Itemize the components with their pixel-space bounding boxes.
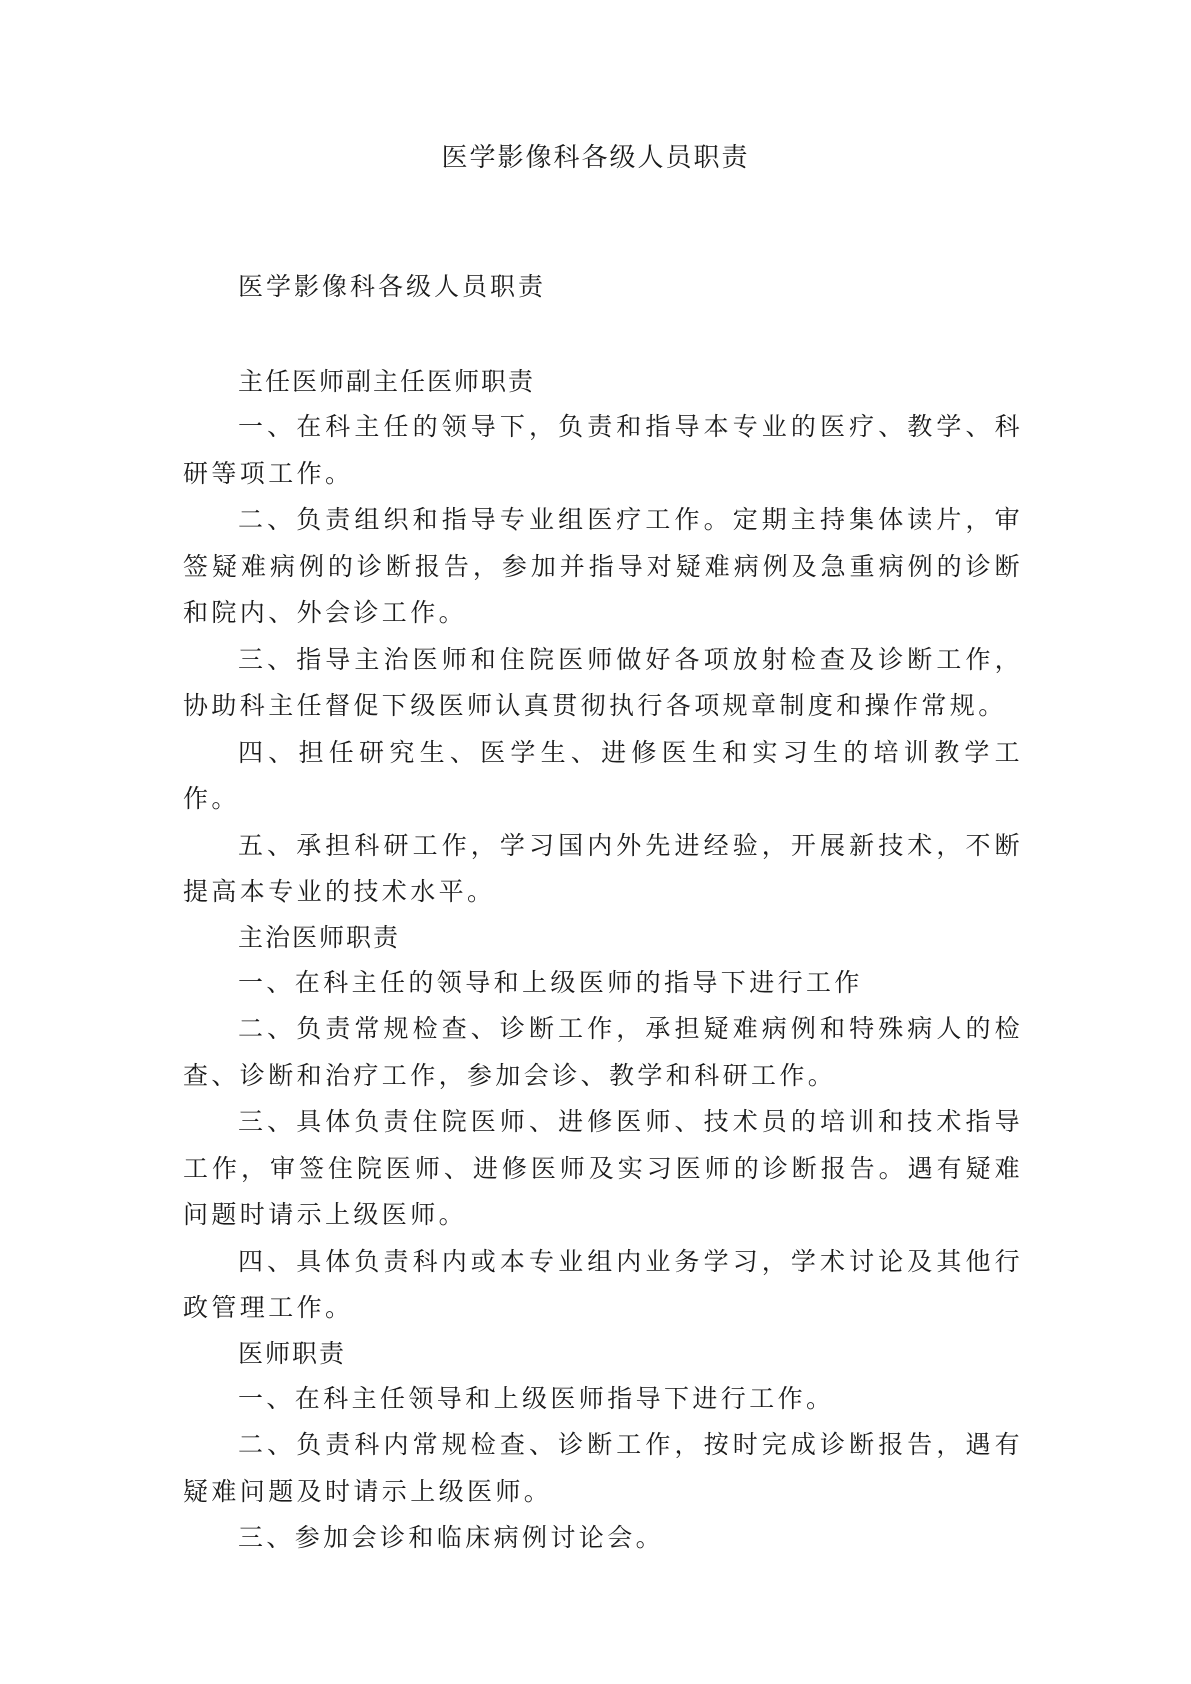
duty-item: 二、负责科内常规检查、诊断工作，按时完成诊断报告，遇有疑难问题及时请示上级医师。	[183, 1430, 1023, 1506]
duty-item: 四、担任研究生、医学生、进修医生和实习生的培训教学工作。	[183, 737, 1023, 813]
section-heading: 主治医师职责	[238, 922, 401, 952]
duty-item: 三、指导主治医师和住院医师做好各项放射检查及诊断工作，协助科主任督促下级医师认真贯彻执行各项规章制度和操作常规。	[183, 644, 1023, 720]
section-heading: 医师职责	[238, 1338, 347, 1368]
document-subtitle: 医学影像科各级人员职责	[238, 272, 547, 301]
section-attending-physician	[183, 916, 1023, 1332]
document-title: 医学影像科各级人员职责	[441, 143, 750, 173]
duty-item: 三、参加会诊和临床病例讨论会。	[238, 1523, 665, 1552]
section-heading: 主任医师副主任医师职责	[238, 367, 536, 396]
duty-item: 四、具体负责科内或本专业组内业务学习，学术讨论及其他行政管理工作。	[183, 1246, 1023, 1322]
document-body	[183, 266, 1023, 1562]
duty-item: 三、具体负责住院医师、进修医师、技术员的培训和技术指导工作，审签住院医师、进修医师及实习医师的诊断报告。遇有疑难问题时请示上级医师。	[183, 1107, 1023, 1229]
duty-item: 一、在科主任的领导和上级医师的指导下进行工作	[238, 967, 863, 997]
section-physician	[183, 1332, 1023, 1562]
duty-item: 一、在科主任领导和上级医师指导下进行工作。	[238, 1383, 835, 1413]
section-chief-physician	[183, 360, 1023, 916]
duty-item: 五、承担科研工作，学习国内外先进经验，开展新技术，不断提高本专业的技术水平。	[183, 830, 1023, 906]
duty-item: 一、在科主任的领导下，负责和指导本专业的医疗、教学、科研等项工作。	[183, 412, 1023, 488]
duty-item: 二、负责组织和指导专业组医疗工作。定期主持集体读片，审签疑难病例的诊断报告，参加并指导对疑难病例及急重病例的诊断和院内、外会诊工作。	[183, 505, 1023, 627]
duty-item: 二、负责常规检查、诊断工作，承担疑难病例和特殊病人的检查、诊断和治疗工作，参加会诊、教学和科研工作。	[183, 1014, 1023, 1090]
